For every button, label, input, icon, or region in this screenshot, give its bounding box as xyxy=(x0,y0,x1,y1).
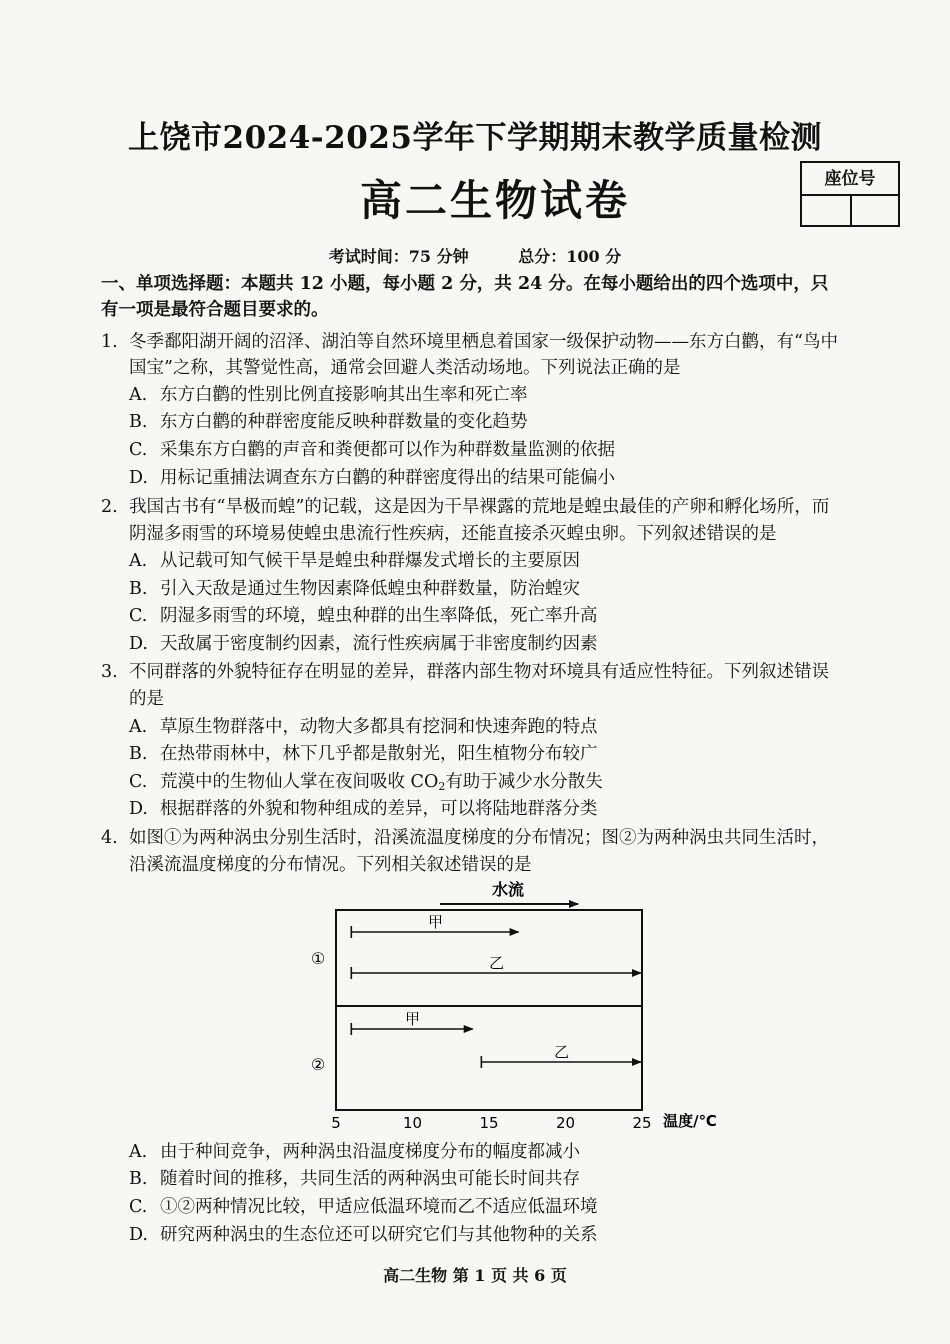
option-text: 由于种间竞争，两种涡虫沿温度梯度分布的幅度都减小 xyxy=(160,1142,580,1162)
option-text: 采集东方白鹳的声音和粪便都可以作为种群数量监测的依据 xyxy=(160,440,615,460)
panel-label: ② xyxy=(310,1055,326,1074)
x-tick-label: 10 xyxy=(402,1114,423,1132)
option-text: 在热带雨林中，林下几乎都是散射光，阳生植物分布较广 xyxy=(160,744,598,764)
range-label: 乙 xyxy=(554,1043,570,1061)
option-label: A. xyxy=(129,717,148,737)
option-c xyxy=(129,438,615,462)
option-d xyxy=(129,1223,598,1247)
option-d xyxy=(129,632,598,656)
option-label: A. xyxy=(129,1142,148,1162)
x-axis-label: 温度/℃ xyxy=(663,1112,717,1130)
panel-label: ① xyxy=(310,949,326,968)
option-label: C. xyxy=(129,772,148,792)
option-text: ①②两种情况比较，甲适应低温环境而乙不适应低温环境 xyxy=(160,1197,598,1217)
question-stem-line1: 不同群落的外貌特征存在明显的差异，群落内部生物对环境具有适应性特征。下列叙述错误 xyxy=(129,662,829,682)
x-tick-label: 25 xyxy=(632,1114,652,1132)
paper-title: 高二生物试卷 xyxy=(359,176,630,225)
option-c xyxy=(129,604,598,628)
option-text-before: 荒漠中的生物仙人掌在夜间吸收 CO xyxy=(160,772,439,792)
option-text: 研究两种涡虫的生态位还可以研究它们与其他物种的关系 xyxy=(160,1225,598,1245)
seat-box-divider xyxy=(850,196,852,227)
section-heading-line2: 有一项是最符合题目要求的。 xyxy=(101,300,329,320)
page-footer: 高二生物 第 1 页 共 6 页 xyxy=(383,1266,567,1285)
option-a xyxy=(129,1140,580,1164)
option-b xyxy=(129,577,580,601)
exam-meta xyxy=(0,244,950,267)
subscript: 2 xyxy=(438,780,446,793)
option-text: 东方白鹳的种群密度能反映种群数量的变化趋势 xyxy=(160,412,528,432)
option-c xyxy=(129,770,603,799)
x-tick-label: 5 xyxy=(331,1114,341,1132)
question-stem-line2: 的是 xyxy=(129,689,164,709)
option-d xyxy=(129,797,598,821)
seat-number-box xyxy=(800,161,900,227)
option-label: D. xyxy=(129,634,148,654)
x-tick-label: 20 xyxy=(555,1114,576,1132)
option-d xyxy=(129,466,615,490)
option-text: 用标记重捕法调查东方白鹳的种群密度得出的结果可能偏小 xyxy=(160,468,615,488)
option-text: 东方白鹳的性别比例直接影响其出生率和死亡率 xyxy=(160,385,528,405)
option-a xyxy=(129,383,528,407)
option-label: C. xyxy=(129,606,148,626)
option-text: 引入天敌是通过生物因素降低蝗虫种群数量，防治蝗灾 xyxy=(160,579,580,599)
option-text: 随着时间的推移，共同生活的两种涡虫可能长时间共存 xyxy=(160,1169,580,1189)
option-text: 草原生物群落中，动物大多都具有挖洞和快速奔跑的特点 xyxy=(160,717,598,737)
question-stem-line1: 冬季鄱阳湖开阔的沼泽、湖泊等自然环境里栖息着国家一级保护动物——东方白鹳，有“鸟中 xyxy=(129,332,838,352)
option-text-after: 有助于减少水分散失 xyxy=(445,772,603,792)
option-label: C. xyxy=(129,440,148,460)
question-stem-line2: 阴湿多雨雪的环境易使蝗虫患流行性疾病，还能直接杀灭蝗虫卵。下列叙述错误的是 xyxy=(129,524,777,544)
seat-number-label: 座位号 xyxy=(802,163,898,196)
option-label: C. xyxy=(129,1197,148,1217)
range-label: 甲 xyxy=(427,913,443,931)
question-stem-line1: 如图①为两种涡虫分别生活时，沿溪流温度梯度的分布情况；图②为两种涡虫共同生活时， xyxy=(129,828,829,848)
exam-time: 考试时间：75 分钟 xyxy=(328,247,469,266)
option-c xyxy=(129,1195,598,1219)
section-heading-line1: 一、单项选择题：本题共 12 小题，每小题 2 分，共 24 分。在每小题给出的四个选项中，只 xyxy=(101,274,829,294)
option-text: 从记载可知气候干旱是蝗虫种群爆发式增长的主要原因 xyxy=(160,551,580,571)
question-stem-line2: 国宝”之称，其警觉性高，通常会回避人类活动场地。下列说法正确的是 xyxy=(129,358,681,378)
option-label: B. xyxy=(129,1169,148,1189)
flatworm-distribution-figure xyxy=(290,876,750,1136)
water-flow-label: 水流 xyxy=(491,880,525,899)
x-tick-label: 15 xyxy=(479,1114,499,1132)
question-number: 3. xyxy=(101,662,118,682)
option-label: D. xyxy=(129,799,148,819)
question-number: 1. xyxy=(101,332,118,352)
option-text: 阴湿多雨雪的环境，蝗虫种群的出生率降低，死亡率升高 xyxy=(160,606,598,626)
option-label: A. xyxy=(129,551,148,571)
option-label: D. xyxy=(129,1225,148,1245)
option-text: 根据群落的外貌和物种组成的差异，可以将陆地群落分类 xyxy=(160,799,598,819)
option-label: A. xyxy=(129,385,148,405)
option-label: B. xyxy=(129,579,148,599)
range-label: 甲 xyxy=(404,1010,421,1028)
panel-2-frame xyxy=(336,1006,642,1110)
option-b xyxy=(129,742,598,766)
question-number: 2. xyxy=(101,497,118,517)
total-score: 总分：100 分 xyxy=(518,247,622,266)
question-stem-line1: 我国古书有“旱极而蝗”的记载，这是因为干旱裸露的荒地是蝗虫最佳的产卵和孵化场所，而 xyxy=(129,497,830,517)
option-b xyxy=(129,1167,580,1191)
question-stem-line2: 沿溪流温度梯度的分布情况。下列相关叙述错误的是 xyxy=(129,855,532,875)
option-label: D. xyxy=(129,468,148,488)
range-label: 乙 xyxy=(489,954,505,972)
option-text: 天敌属于密度制约因素，流行性疾病属于非密度制约因素 xyxy=(160,634,598,654)
option-a xyxy=(129,715,598,739)
option-label: B. xyxy=(129,412,148,432)
option-a xyxy=(129,549,580,573)
option-b xyxy=(129,410,528,434)
option-label: B. xyxy=(129,744,148,764)
exam-title: 上饶市2024-2025学年下学期期末教学质量检测 xyxy=(128,120,822,156)
question-number: 4. xyxy=(101,828,118,848)
